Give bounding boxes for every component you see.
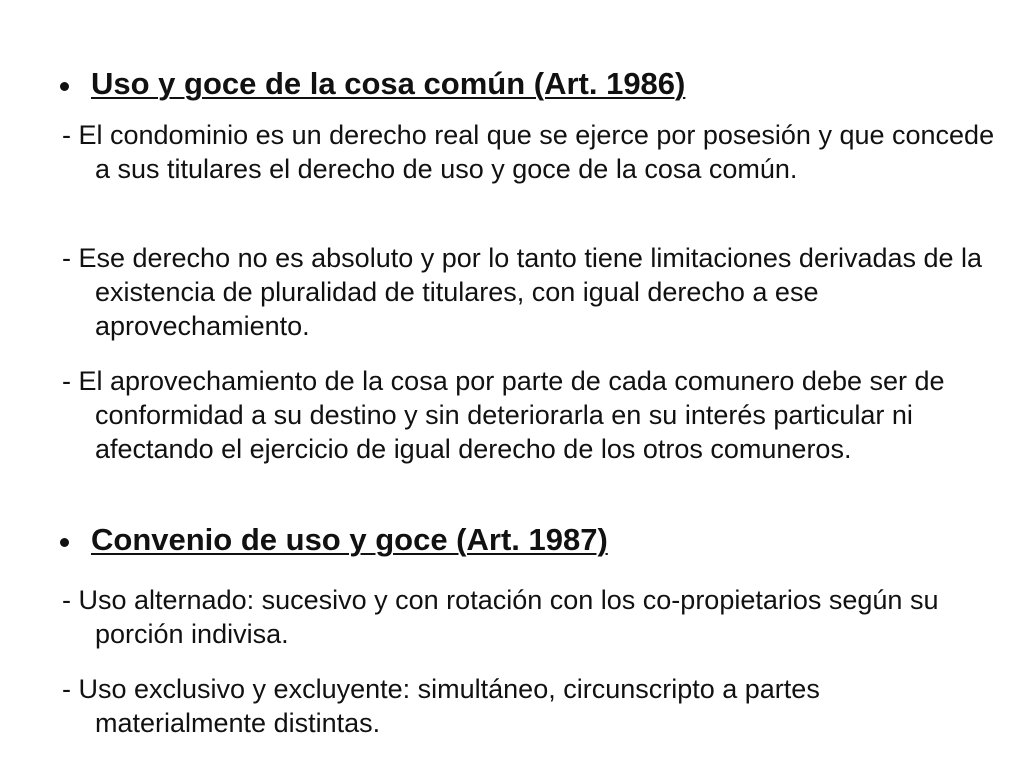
paragraph-condominio: - El condominio es un derecho real que se ejerce por posesión y que concede a sus titulares el derecho de uso y goce de la cosa común. [62, 120, 995, 184]
section-heading-uso-y-goce [60, 66, 685, 102]
section-heading-convenio [60, 522, 608, 558]
paragraph-uso-exclusivo: - Uso exclusivo y excluyente: simultáneo, circunscripto a partes materialmente distintas. [62, 674, 820, 738]
paragraph-aprovechamiento: - El aprovechamiento de la cosa por parte de cada comunero debe ser de conformidad a su destino y sin deteriorarla en su interés particular ni afectando el ejercicio de igual derecho de los otros comuneros. [62, 366, 945, 464]
heading-text: Convenio de uso y goce (Art. 1987) [91, 522, 608, 557]
paragraph-uso-alternado: - Uso alternado: sucesivo y con rotación con los co-propietarios según su porción indivisa. [62, 585, 939, 649]
heading-text: Uso y goce de la cosa común (Art. 1986) [91, 66, 686, 101]
bullet-icon [60, 538, 69, 547]
bullet-icon [60, 82, 69, 91]
paragraph-limitaciones: - Ese derecho no es absoluto y por lo tanto tiene limitaciones derivadas de la existencia de pluralidad de titulares, con igual derecho a ese aprovechamiento. [62, 243, 983, 341]
